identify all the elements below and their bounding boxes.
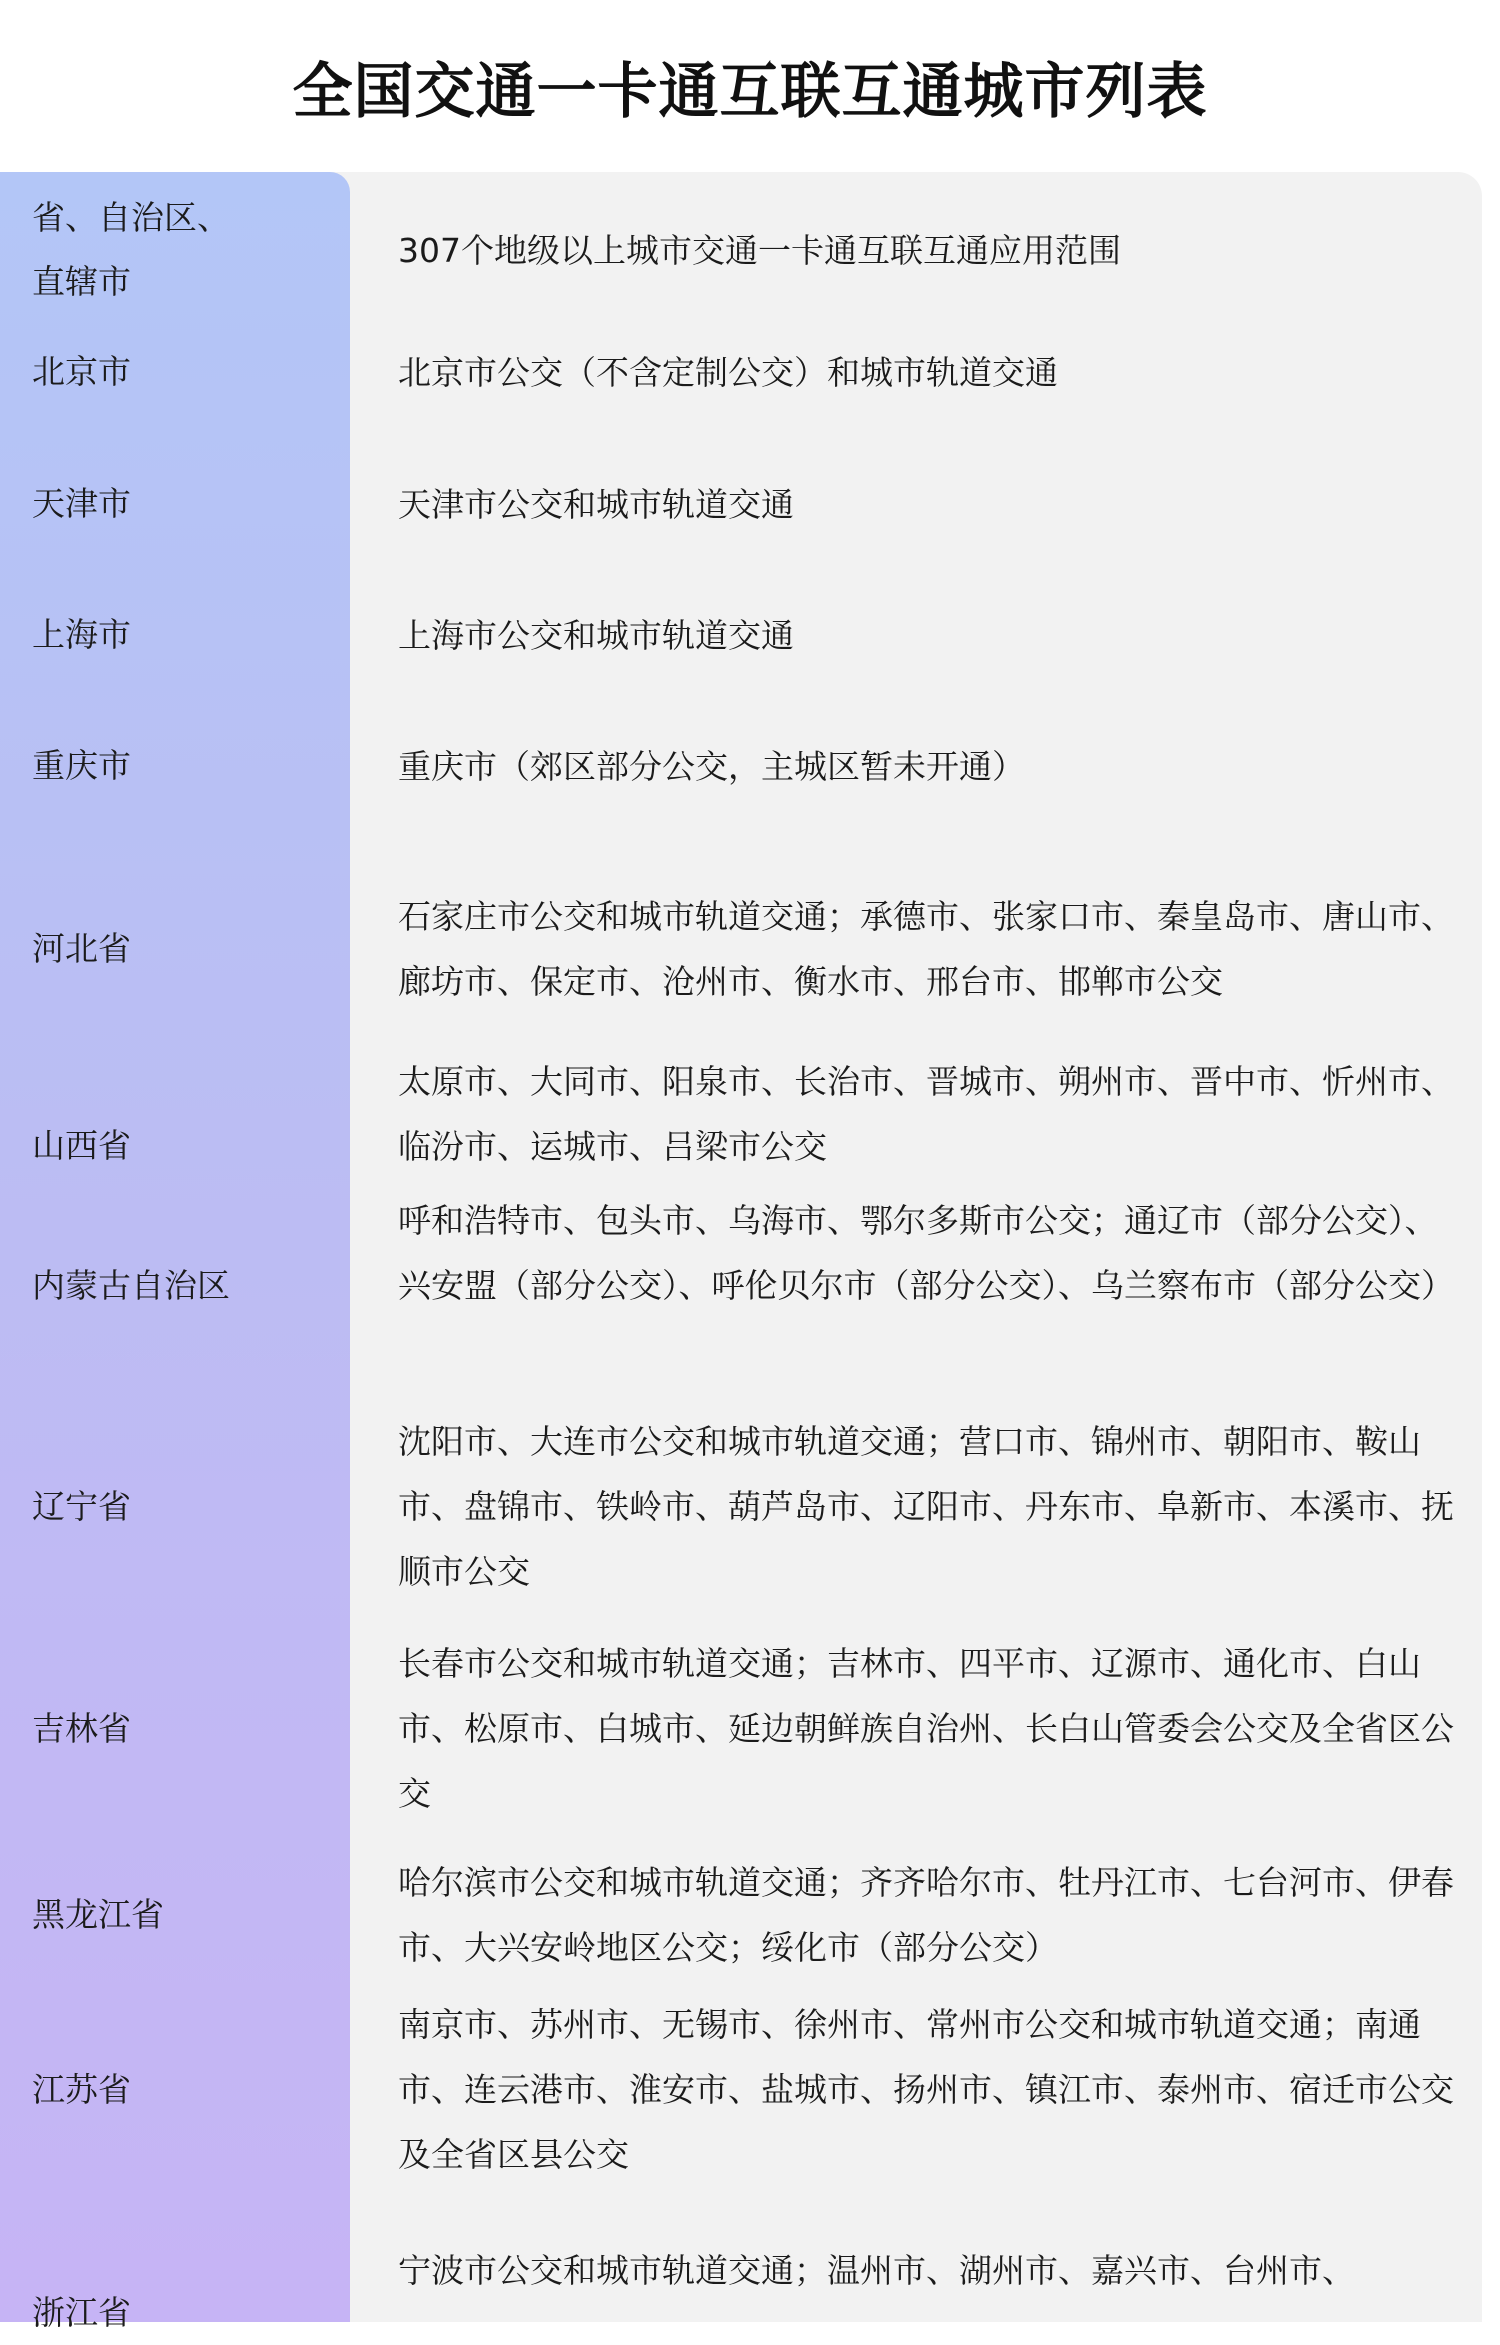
province-label: 上海市: [32, 615, 131, 654]
province-label: 吉林省: [32, 1709, 131, 1748]
province-coverage: 南京市、苏州市、无锡市、徐州市、常州市公交和城市轨道交通；南通市、连云港市、淮安市、盐城市、扬州市、镇江市、泰州市、宿迁市公交及全省区县公交: [398, 2005, 1454, 2174]
province-coverage: 长春市公交和城市轨道交通；吉林市、四平市、辽源市、通化市、白山市、松原市、白城市、延边朝鲜族自治州、长白山管委会公交及全省区公交: [398, 1644, 1454, 1813]
province-coverage: 天津市公交和城市轨道交通: [398, 485, 794, 524]
province-coverage: 石家庄市公交和城市轨道交通；承德市、张家口市、秦皇岛市、唐山市、廊坊市、保定市、沧州市、衡水市、邢台市、邯郸市公交: [398, 897, 1454, 1001]
province-coverage: 宁波市公交和城市轨道交通；温州市、湖州市、嘉兴市、台州市、: [398, 2251, 1355, 2290]
page-title: 全国交通一卡通互联互通城市列表: [292, 57, 1208, 127]
province-coverage: 哈尔滨市公交和城市轨道交通；齐齐哈尔市、牡丹江市、七台河市、伊春市、大兴安岭地区公交；绥化市（部分公交）: [398, 1863, 1454, 1967]
province-coverage: 呼和浩特市、包头市、乌海市、鄂尔多斯市公交；通辽市（部分公交）、兴安盟（部分公交）、呼伦贝尔市（部分公交）、乌兰察布市（部分公交）: [398, 1201, 1454, 1305]
province-label: 江苏省: [32, 2070, 131, 2109]
province-label: 河北省: [32, 929, 131, 968]
province-coverage: 沈阳市、大连市公交和城市轨道交通；营口市、锦州市、朝阳市、鞍山市、盘锦市、铁岭市、葫芦岛市、辽阳市、丹东市、阜新市、本溪市、抚顺市公交: [398, 1422, 1454, 1591]
province-label: 山西省: [32, 1126, 131, 1165]
header-content: 307个地级以上城市交通一卡通互联互通应用范围: [398, 231, 1121, 270]
province-label: 内蒙古自治区: [32, 1266, 230, 1305]
province-coverage: 太原市、大同市、阳泉市、长治市、晋城市、朔州市、晋中市、忻州市、临汾市、运城市、吕梁市公交: [398, 1062, 1454, 1166]
province-coverage: 重庆市（郊区部分公交，主城区暂未开通）: [398, 747, 1025, 786]
province-label: 重庆市: [32, 746, 131, 785]
province-coverage: 上海市公交和城市轨道交通: [398, 616, 794, 655]
province-label: 浙江省: [32, 2293, 131, 2332]
header-label: 省、自治区、直辖市: [32, 198, 230, 301]
table-header-row: [0, 172, 1482, 330]
city-table: [0, 172, 1482, 2332]
province-label: 北京市: [32, 352, 131, 391]
province-label: 天津市: [32, 484, 131, 523]
province-label: 黑龙江省: [32, 1895, 164, 1934]
province-coverage: 北京市公交（不含定制公交）和城市轨道交通: [398, 353, 1058, 392]
province-label: 辽宁省: [32, 1487, 131, 1526]
